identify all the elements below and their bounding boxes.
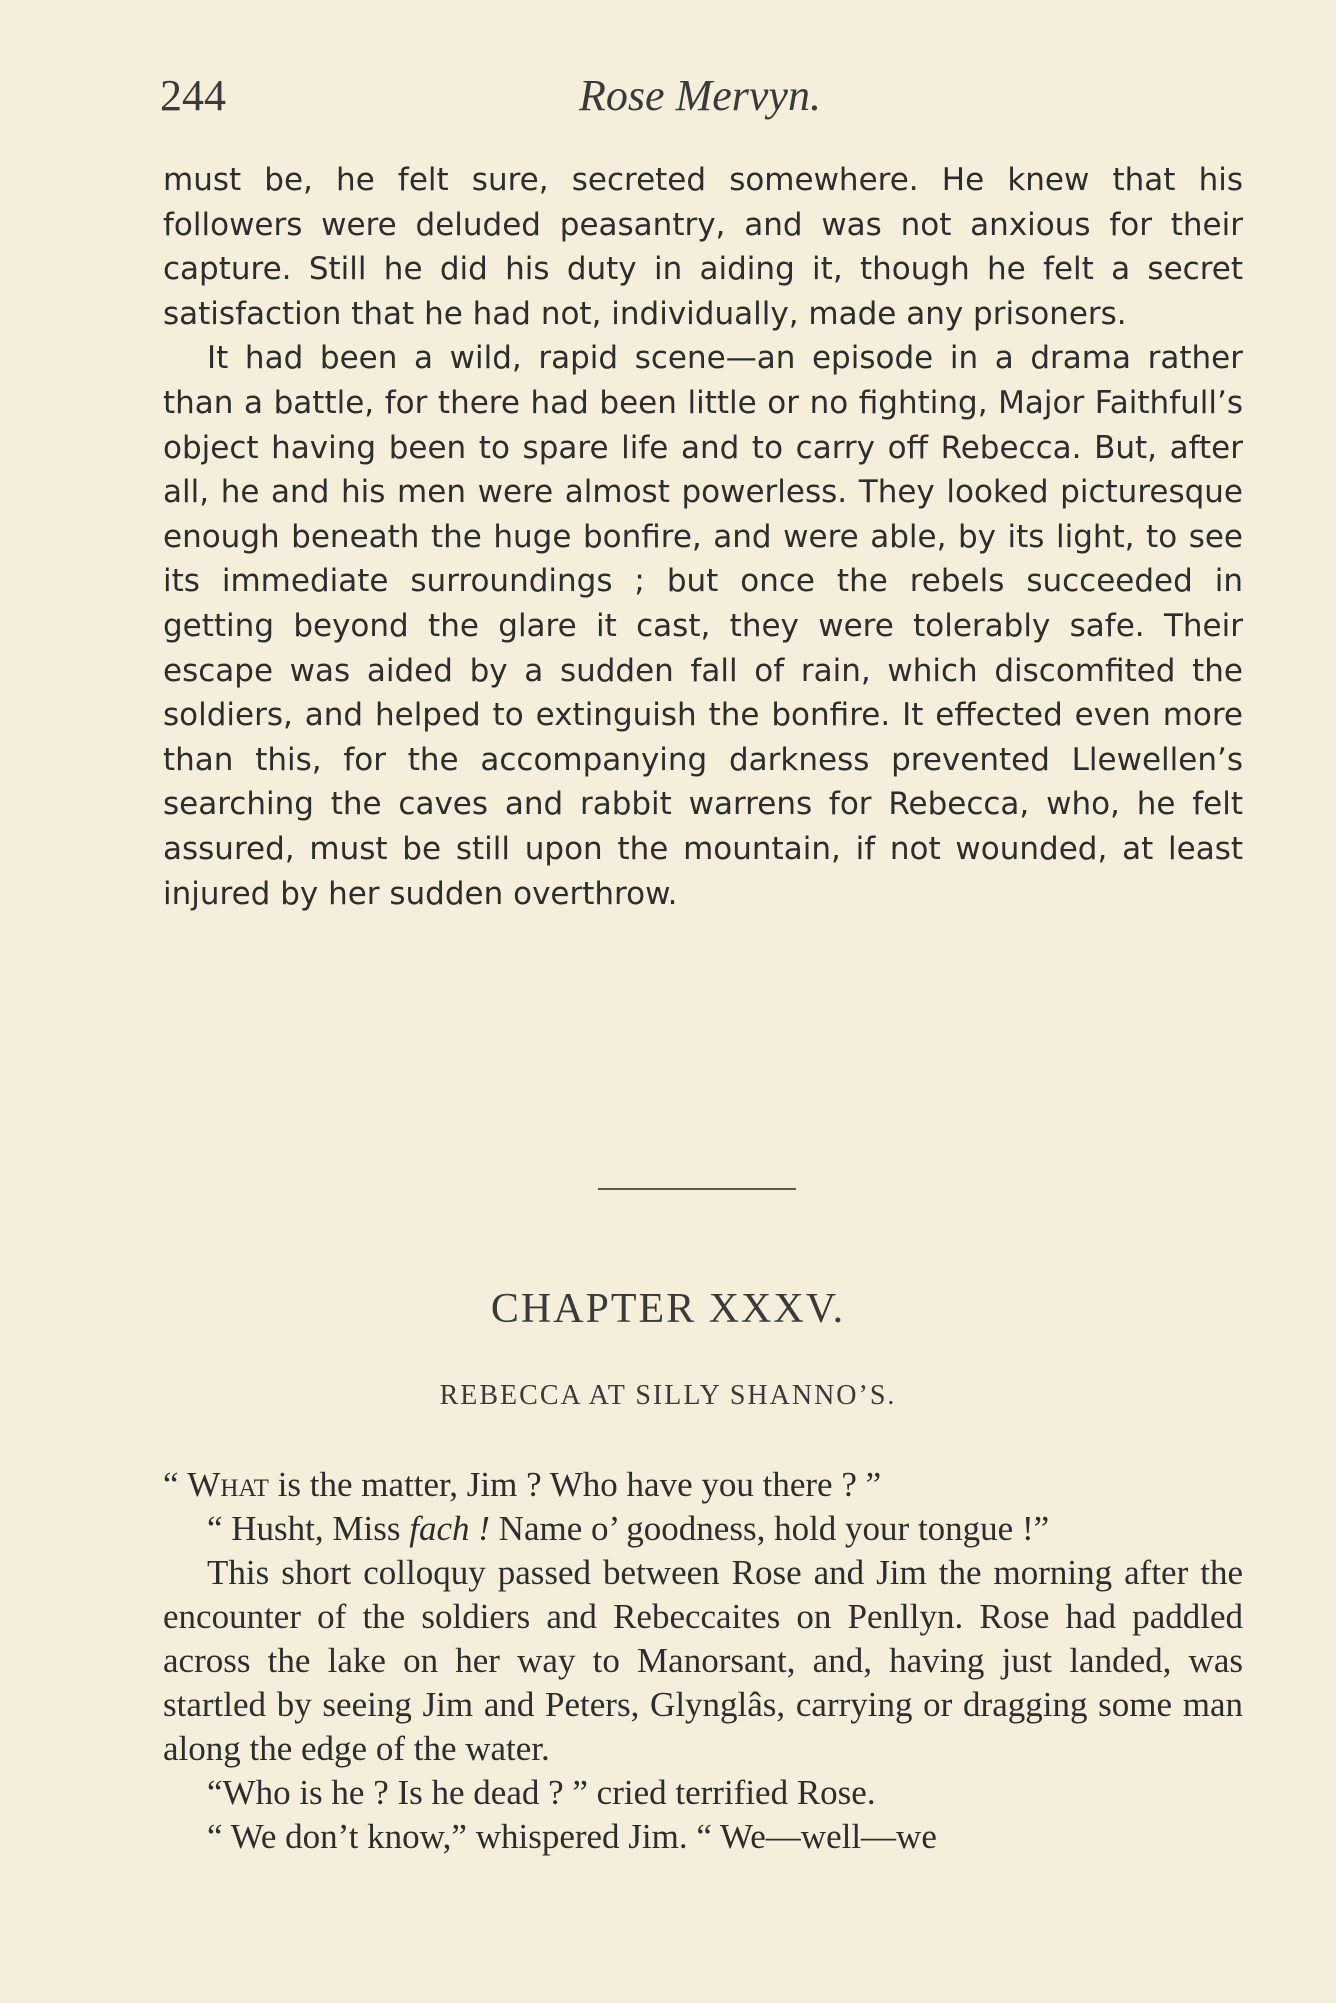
paragraph xyxy=(163,1507,1243,1551)
page-number: 244 xyxy=(160,71,226,120)
paragraph: This short colloquy passed between Rose and Jim the morning after the encounter of the soldiers and Rebeccaites on Penllyn. Rose had paddled across the lake on her way to Manorsant, and, having just landed, was startled by seeing Jim and Peters, Glynglâs, carrying or dragging some man along the edge of the water. xyxy=(163,1553,1243,1768)
paragraph: “Who is he ? Is he dead ? ” cried terrified Rose. xyxy=(207,1773,876,1812)
section-divider xyxy=(598,1188,796,1190)
running-title: Rose Mervyn. xyxy=(579,71,821,120)
paragraph-text: “ Husht, Miss xyxy=(207,1509,410,1548)
italic-word: fach ! xyxy=(409,1509,490,1548)
paragraph: It had been a wild, rapid scene—an episode in a drama rather than a battle, for there had been little or no fighting, Major Faithfull’s object having been to spare life and to carry off Rebecca. But, after all, he and his men were almost powerless. They looked picturesque enough beneath the huge bonfire, and were able, by its light, to see its immediate surroundings ; but once the rebels succeeded in getting beyond the glare it cast, they were tolerably safe. Their escape was aided by a sudden fall of rain, which discomfited the soldiers, and helped to extinguish the bonfire. It effected even more than this, for the accompanying darkness prevented Llewellen’s searching the caves and rabbit warrens for Rebecca, who, he felt assured, must be still upon the mountain, if not wounded, at least injured by her sudden overthrow. xyxy=(163,340,1243,912)
paragraph-text: Name o’ goodness, hold your tongue !” xyxy=(489,1509,1050,1548)
chapter-body xyxy=(163,1463,1243,1859)
paragraph: “ We don’t know,” whispered Jim. “ We—well—we xyxy=(207,1817,937,1856)
paragraph: must be, he felt sure, secreted somewhere. He knew that his followers were deluded peasantry, and was not anxious for their capture. Still he did his duty in aiding it, though he felt a secret satisfaction that he had not, individually, made any prisoners. xyxy=(163,162,1243,332)
page-header xyxy=(160,70,1240,130)
small-caps-word: What xyxy=(187,1465,269,1504)
quote-open: “ xyxy=(163,1465,188,1504)
section-continuation xyxy=(163,158,1243,916)
chapter-title: CHAPTER XXXV. xyxy=(490,1286,846,1332)
paragraph xyxy=(163,1463,1243,1507)
chapter-subtitle: REBECCA AT SILLY SHANNO’S. xyxy=(439,1380,897,1411)
paragraph-text: is the matter, Jim ? Who have you there ? ” xyxy=(268,1465,882,1504)
